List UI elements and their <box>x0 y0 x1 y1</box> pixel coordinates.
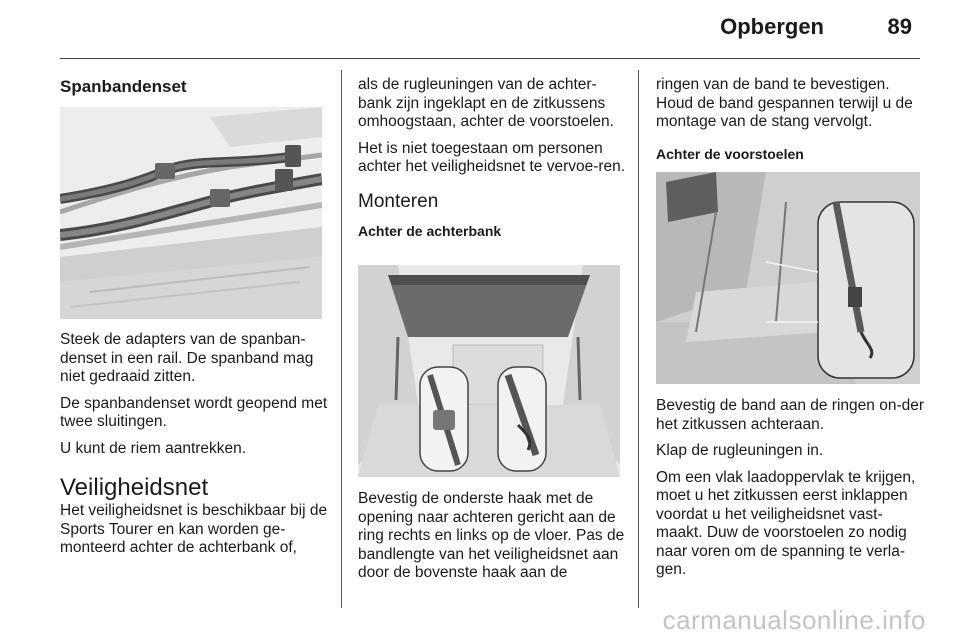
figure-strap-set <box>60 107 322 319</box>
paragraph: ringen van de band te bevestigen. Houd de band gespannen terwijl u de montage van de stang vervolgt. <box>656 76 913 130</box>
paragraph: U kunt de riem aantrekken. <box>60 439 247 457</box>
rear-bench-illustration <box>358 265 620 477</box>
front-seats-illustration <box>656 172 920 384</box>
paragraph: Bevestig de onderste haak met de opening naar achteren gericht aan de ring rechts en links op de vloer. Pas de bandlengte van het veiligheidsnet aan door de bovenste haak aan de <box>358 490 625 581</box>
paragraph: Klap de rugleuningen in. <box>656 442 824 459</box>
figure-rear-bench-mounting <box>358 265 620 477</box>
strap-set-illustration <box>60 107 322 319</box>
heading-monteren: Monteren <box>358 190 439 212</box>
paragraph: Om een vlak laadoppervlak te krijgen, moet u het zitkussen eerst inklappen voordat u het veiligheidsnet vast-maakt. Duw de voorstoelen zo nodig naar voren om de spanning te verla-gen. <box>656 468 916 578</box>
figure-front-seats-mounting <box>656 172 920 384</box>
paragraph: als de rugleuningen van de achter-bank zijn ingeklapt en de zitkussens omhoogstaan, achter de voorstoelen. <box>358 76 614 130</box>
paragraph: Het is niet toegestaan om personen achter het veiligheidsnet te vervoe-ren. <box>358 139 626 175</box>
paragraph: Steek de adapters van de spanban-denset in een rail. De spanband mag niet gedraaid zitten. <box>60 331 314 385</box>
column-1 <box>60 77 328 97</box>
column-3 <box>656 76 924 162</box>
heading-veiligheidsnet: Veiligheidsnet <box>60 474 209 501</box>
watermark: carmanualsonline.info <box>662 605 926 635</box>
heading-spanbandenset: Spanbandenset <box>60 77 187 96</box>
header-divider <box>60 58 920 59</box>
column-2 <box>358 76 630 239</box>
column-2-body <box>358 490 630 591</box>
subheading-achter-de-achterbank: Achter de achterbank <box>358 222 502 239</box>
paragraph: De spanbandenset wordt geopend met twee sluitingen. <box>60 394 328 430</box>
column-3-body <box>656 397 926 588</box>
page-number: 89 <box>887 14 912 39</box>
column-1-body <box>60 331 330 566</box>
column-divider-1 <box>341 70 342 608</box>
paragraph: Bevestig de band aan de ringen on-der het zitkussen achteraan. <box>656 397 925 433</box>
column-divider-2 <box>638 70 639 608</box>
paragraph: Het veiligheidsnet is beschikbaar bij de Sports Tourer en kan worden ge-monteerd achter de achterbank of, <box>60 502 328 556</box>
section-title: Opbergen <box>720 14 824 39</box>
subheading-achter-de-voorstoelen: Achter de voorstoelen <box>656 145 804 162</box>
